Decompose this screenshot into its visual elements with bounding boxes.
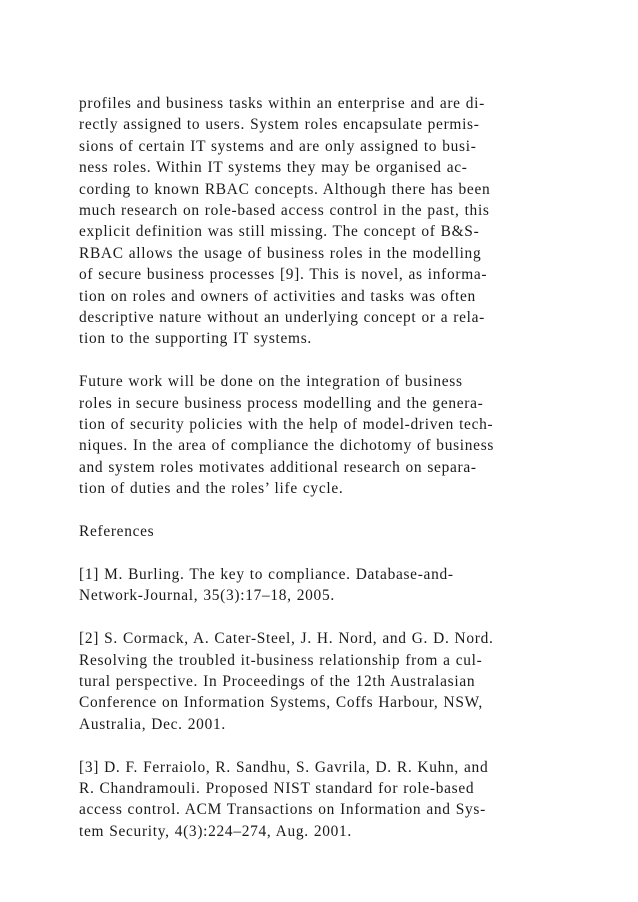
body-paragraph-1	[79, 93, 599, 350]
text-line: cording to known RBAC concepts. Although there has been	[79, 180, 491, 198]
text-line: ness roles. Within IT systems they may be organised ac-	[79, 159, 468, 177]
text-line: [1] M. Burling. The key to compliance. Database-and-	[79, 565, 454, 583]
reference-entry-2	[79, 628, 599, 735]
text-line: profiles and business tasks within an enterprise and are di-	[79, 95, 485, 112]
text-line: tion to the supporting IT systems.	[79, 330, 312, 348]
text-line: sions of certain IT systems and are only assigned to busi-	[79, 137, 477, 155]
text-line: tural perspective. In Proceedings of the 12th Australasian	[79, 672, 476, 690]
text-line: [3] D. F. Ferraiolo, R. Sandhu, S. Gavrila, D. R. Kuhn, and	[79, 758, 489, 776]
text-line: Resolving the troubled it-business relationship from a cul-	[79, 651, 483, 669]
text-line: Australia, Dec. 2001.	[79, 715, 226, 733]
text-line: access control. ACM Transactions on Information and Sys-	[79, 801, 486, 819]
document-body	[79, 93, 599, 864]
reference-entry-3	[79, 757, 599, 843]
text-line: Future work will be done on the integration of business	[79, 373, 463, 391]
text-line: niques. In the area of compliance the dichotomy of business	[79, 437, 495, 455]
references-heading	[79, 521, 599, 542]
text-line: tem Security, 4(3):224–274, Aug. 2001.	[79, 822, 352, 840]
text-line: and system roles motivates additional research on separa-	[79, 458, 477, 476]
text-line: [2] S. Cormack, A. Cater-Steel, J. H. Nord, and G. D. Nord.	[79, 630, 494, 648]
body-paragraph-2	[79, 371, 599, 499]
text-line: much research on role-based access control in the past, this	[79, 202, 490, 220]
text-line: explicit definition was still missing. The concept of B&S-	[79, 223, 480, 241]
section-heading: References	[79, 523, 155, 541]
text-line: roles in secure business process modelling and the genera-	[79, 394, 484, 412]
text-line: Network-Journal, 35(3):17–18, 2005.	[79, 587, 335, 605]
text-line: rectly assigned to users. System roles encapsulate permis-	[79, 116, 480, 134]
text-line: tion on roles and owners of activities and tasks was often	[79, 287, 476, 305]
text-line: descriptive nature without an underlying concept or a rela-	[79, 309, 485, 327]
text-line: R. Chandramouli. Proposed NIST standard for role-based	[79, 779, 475, 797]
reference-entry-1	[79, 564, 599, 607]
text-line: of secure business processes [9]. This is novel, as informa-	[79, 266, 488, 284]
text-line: tion of security policies with the help of model-driven tech-	[79, 416, 494, 434]
text-line: RBAC allows the usage of business roles in the modelling	[79, 244, 482, 262]
text-line: Conference on Information Systems, Coffs Harbour, NSW,	[79, 694, 483, 712]
text-line: tion of duties and the roles’ life cycle.	[79, 480, 344, 498]
